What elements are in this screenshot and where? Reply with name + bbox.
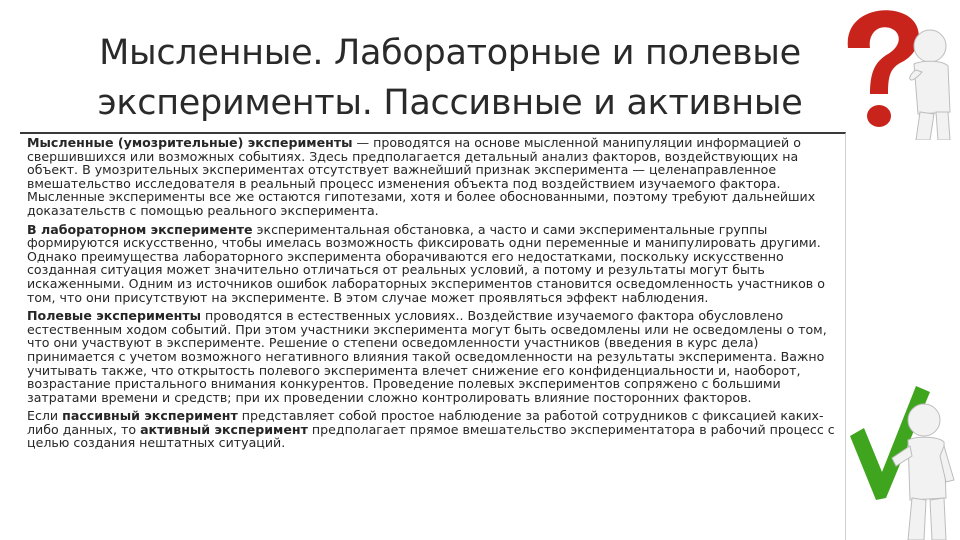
thinking-person-icon	[910, 30, 950, 140]
term-active-experiment: активный эксперимент	[140, 421, 308, 437]
term-passive-experiment: пассивный эксперимент	[62, 408, 238, 424]
checkmark-figure-illustration	[846, 380, 960, 540]
question-mark-icon	[848, 10, 919, 127]
paragraph-text: проводятся в естественных условиях.. Воздействие изучаемого фактора обусловлено естественным ходом событий. При этом участники эксперимента могут быть осведомлены или не осведомлены о том, что они участвуют в эксперименте. Решение о степени осведомленности участников (введения в курс дела) принимается с учетом возможного негативного влияния такой осведомленности на результаты эксперимента. Важно учитывать также, что открытость полевого эксперимента влечет снижение его конфиденциальности и, наоборот, возрастание пристального внимания конкурентов. Проведение полевых экспериментов сопряжено с большими затратами времени и средств; при их проведении сложно контролировать влияние посторонних факторов.	[27, 308, 827, 405]
paragraph-suffix: предполагает прямое вмешательство экспериментатора в рабочий процесс с целью создания нештатных ситуаций.	[27, 421, 835, 451]
slide-title	[30, 28, 870, 128]
term-field-experiments: Полевые эксперименты	[27, 308, 202, 324]
title-line-2: эксперименты. Пассивные и активные	[97, 83, 803, 123]
question-mark-figure-illustration	[826, 0, 960, 140]
content-text-box	[20, 132, 846, 540]
paragraph-passive-active	[27, 409, 839, 450]
paragraph-field-experiments	[27, 309, 839, 404]
term-mental-experiments: Мысленные (умозрительные) эксперименты	[27, 135, 353, 150]
paragraph-prefix: Если	[27, 408, 63, 424]
paragraph-text: экспериментальная обстановка, а часто и сами экспериментальные группы формируются искусственно, чтобы имелась возможность фиксировать одни переменные и манипулировать другими. Однако преимущества лабораторного эксперимента оборачиваются его недостатками, поскольку искусственно созданная ситуация может значительно отличаться от реальных условий, а потому и результаты могут быть искаженными. Одним из источников ошибок лабораторных экспериментов становится осведомленность участников о том, что они присутствуют на эксперименте. В этом случае может проявляться эффект наблюдения.	[27, 221, 825, 305]
paragraph-text: — проводятся на основе мысленной манипуляции информацией о свершившихся или возможных событиях. Здесь предполагается детальный анализ факторов, воздействующих на объект. В умозрительных экспериментах отсутствует важнейший признак эксперимента — целенаправленное вмешательство исследователя в реальный процесс изменения объекта под воздействием изучаемого фактора. Мысленные эксперименты все же остаются гипотезами, хотя и более обоснованными, поэтому требуют дальнейших доказательств с помощью реального эксперимента.	[27, 135, 816, 218]
paragraph-middle: представляет собой простое наблюдение за работой сотрудников с фиксацией каких-либо данных, то	[27, 408, 824, 437]
paragraph-mental-experiments	[27, 136, 839, 218]
term-laboratory-experiment: В лабораторном эксперименте	[27, 221, 253, 237]
paragraph-laboratory-experiment	[27, 223, 839, 305]
title-line-1: Мысленные. Лабораторные и полевые	[99, 33, 801, 73]
